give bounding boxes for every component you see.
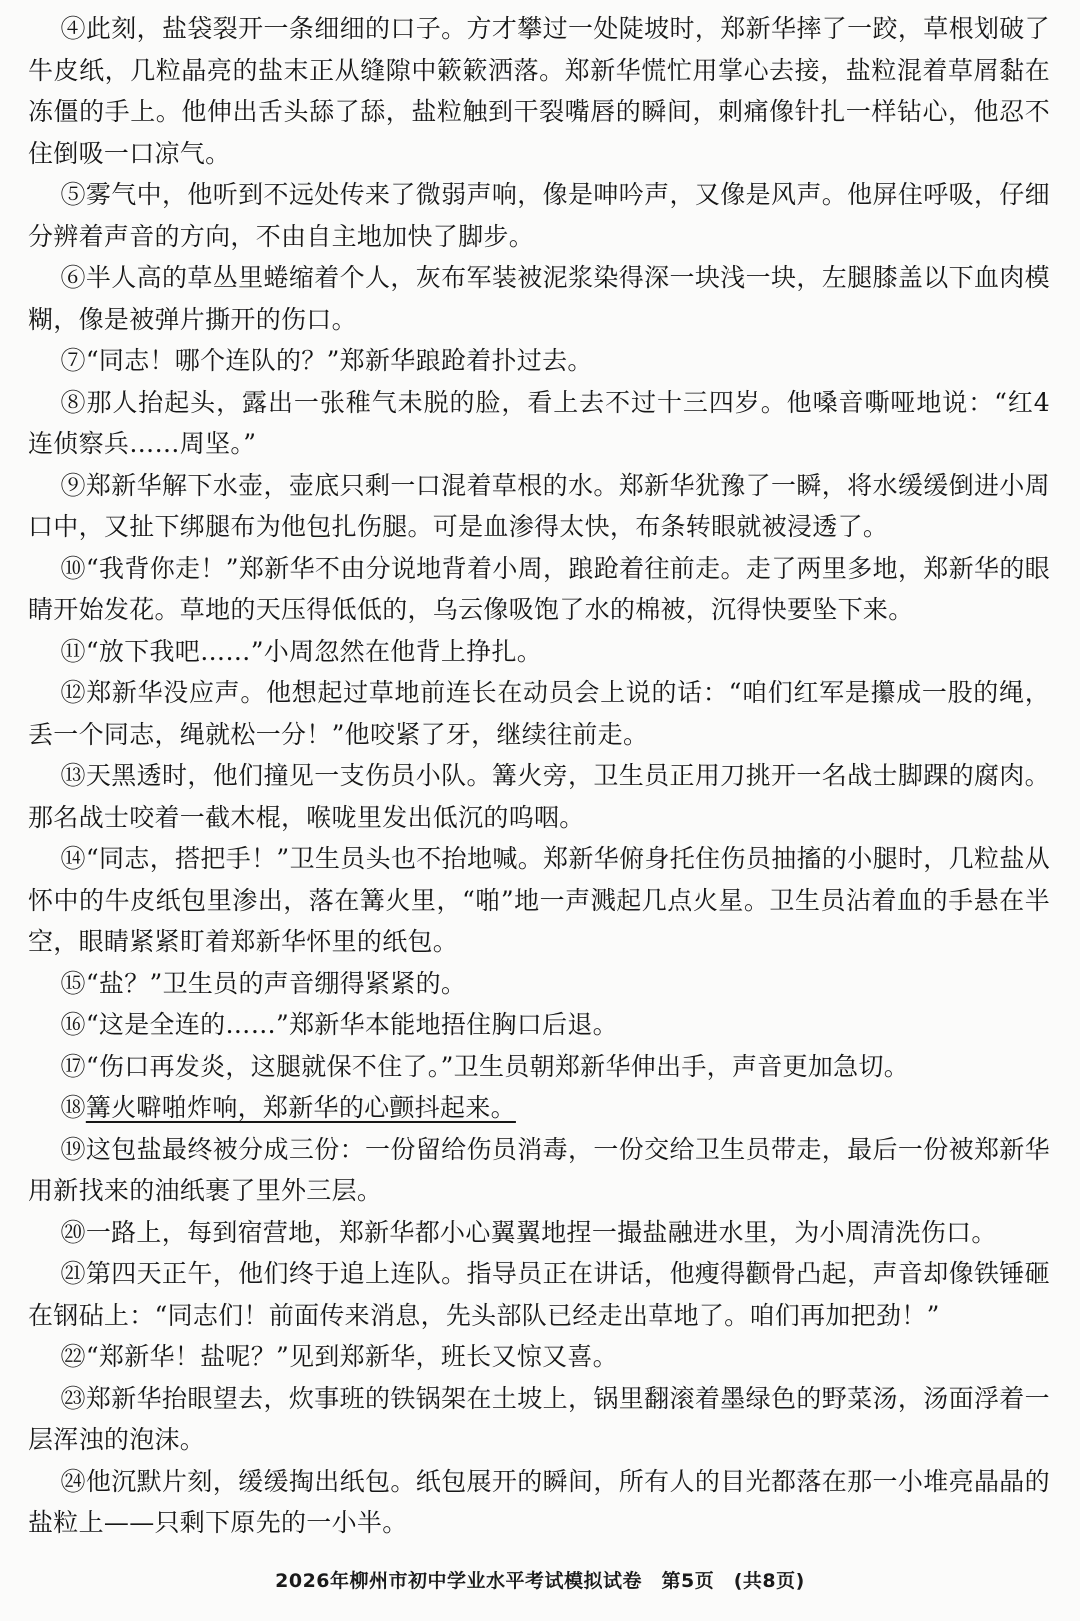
paragraph [28, 672, 1050, 755]
paragraph-text: 他沉默片刻，缓缓掏出纸包。纸包展开的瞬间，所有人的目光都落在那一小堆亮晶晶的盐粒上——只剩下原先的一小半。 [28, 1466, 1050, 1537]
paragraph-number: ⑰ [60, 1051, 86, 1081]
paragraph [28, 1461, 1050, 1544]
paragraph-number: ⑤ [60, 180, 86, 209]
paragraph [28, 548, 1050, 631]
paragraph-text: “同志！哪个连队的？”郑新华踉跄着扑过去。 [85, 346, 593, 375]
paragraph-number: ⑱ [60, 1093, 86, 1122]
paragraph [28, 1253, 1050, 1336]
paragraph-number: ⑮ [60, 968, 86, 998]
paragraph-number: ⑭ [60, 844, 86, 873]
paragraph [28, 755, 1050, 838]
paragraph-text: 郑新华解下水壶，壶底只剩一口混着草根的水。郑新华犹豫了一瞬，将水缓缓倒进小周口中，又扯下绑腿布为他包扎伤腿。可是血渗得太快，布条转眼就被浸透了。 [28, 470, 1050, 541]
paragraph-number: ㉑ [60, 1259, 86, 1288]
paragraph-number: ㉓ [60, 1383, 86, 1413]
paragraph-number: ⑬ [60, 761, 86, 790]
paragraph-number: ⑯ [60, 1010, 86, 1039]
paragraph [28, 382, 1050, 465]
page-footer: 2026年柳州市初中学业水平考试模拟试卷 第5页 (共8页) [275, 1570, 805, 1592]
paragraph-number: ⑩ [60, 553, 86, 583]
paragraph [28, 1004, 1050, 1046]
paragraph-number: ④ [60, 14, 86, 43]
paragraph-text: 郑新华没应声。他想起过草地前连长在动员会上说的话：“咱们红军是攥成一股的绳，丢一个同志，绳就松一分！”他咬紧了牙，继续往前走。 [28, 678, 1050, 749]
paragraph-number: ㉒ [60, 1342, 86, 1371]
paragraph-text: “同志，搭把手！”卫生员头也不抬地喊。郑新华俯身托住伤员抽搐的小腿时，几粒盐从怀中的牛皮纸包里渗出，落在篝火里，“啪”地一声溅起几点火星。卫生员沾着血的手悬在半空，眼睛紧紧盯着郑新华怀里的纸包。 [28, 844, 1050, 956]
paragraph [28, 838, 1050, 963]
paragraph-text: “我背你走！”郑新华不由分说地背着小周，踉跄着往前走。走了两里多地，郑新华的眼睛开始发花。草地的天压得低低的，乌云像吸饱了水的棉被，沉得快要坠下来。 [28, 553, 1050, 624]
paragraph-text: “放下我吧……”小周忽然在他背上挣扎。 [85, 636, 543, 666]
paragraph-number: ⑳ [60, 1217, 86, 1247]
paragraph [28, 1087, 1050, 1129]
paragraph-text: 篝火噼啪炸响，郑新华的心颤抖起来。 [85, 1093, 516, 1122]
paragraph-text: “郑新华！盐呢？”见到郑新华，班长又惊又喜。 [85, 1342, 618, 1371]
paragraph-text: 那人抬起头，露出一张稚气未脱的脸，看上去不过十三四岁。他嗓音嘶哑地说：“红4连侦察兵……周坚。” [28, 387, 1050, 458]
paragraph [28, 1046, 1050, 1088]
paragraph-text: 一路上，每到宿营地，郑新华都小心翼翼地捏一撮盐融进水里，为小周清洗伤口。 [85, 1217, 997, 1247]
paragraph-text: “这是全连的……”郑新华本能地捂住胸口后退。 [85, 1010, 618, 1039]
paragraph [28, 1129, 1050, 1212]
paragraph [28, 340, 1050, 382]
paragraph-text: “伤口再发炎，这腿就保不住了。”卫生员朝郑新华伸出手，声音更加急切。 [85, 1051, 910, 1081]
paragraph-text: 第四天正午，他们终于追上连队。指导员正在讲话，他瘦得颧骨凸起，声音却像铁锤砸在钢砧上：“同志们！前面传来消息，先头部队已经走出草地了。咱们再加把劲！” [28, 1259, 1050, 1330]
paragraph-number: ⑫ [60, 678, 87, 707]
paragraph-number: ⑪ [60, 636, 86, 666]
paragraph-text: 天黑透时，他们撞见一支伤员小队。篝火旁，卫生员正用刀挑开一名战士脚踝的腐肉。那名战士咬着一截木棍，喉咙里发出低沉的呜咽。 [28, 761, 1050, 832]
paragraph-text: “盐？”卫生员的声音绷得紧紧的。 [85, 968, 467, 998]
paragraph [28, 174, 1050, 257]
paragraph-text: 雾气中，他听到不远处传来了微弱声响，像是呻吟声，又像是风声。他屏住呼吸，仔细分辨着声音的方向，不由自主地加快了脚步。 [28, 180, 1050, 251]
paragraph [28, 465, 1050, 548]
paragraph-text: 这包盐最终被分成三份：一份留给伤员消毒，一份交给卫生员带走，最后一份被郑新华用新找来的油纸裹了里外三层。 [28, 1134, 1050, 1205]
paragraph-number: ⑥ [60, 263, 86, 292]
paragraph-number: ⑨ [60, 470, 86, 500]
paragraph-text: 郑新华抬眼望去，炊事班的铁锅架在土坡上，锅里翻滚着墨绿色的野菜汤，汤面浮着一层浑浊的泡沫。 [28, 1383, 1050, 1454]
paragraph [28, 1336, 1050, 1378]
paragraph-number: ⑲ [60, 1134, 86, 1164]
paragraph-number: ⑦ [60, 346, 86, 375]
paragraph [28, 8, 1050, 174]
paragraph-text: 此刻，盐袋裂开一条细细的口子。方才攀过一处陡坡时，郑新华摔了一跤，草根划破了牛皮纸，几粒晶亮的盐末正从缝隙中簌簌洒落。郑新华慌忙用掌心去接，盐粒混着草屑黏在冻僵的手上。他伸出舌头舔了舔，盐粒触到干裂嘴唇的瞬间，刺痛像针扎一样钻心，他忍不住倒吸一口凉气。 [28, 14, 1050, 168]
paragraph [28, 631, 1050, 673]
paragraph-text: 半人高的草丛里蜷缩着个人，灰布军装被泥浆染得深一块浅一块，左腿膝盖以下血肉模糊，像是被弹片撕开的伤口。 [28, 263, 1050, 334]
paragraph-number: ㉔ [60, 1466, 86, 1496]
paragraph [28, 1212, 1050, 1254]
paragraph-number: ⑧ [60, 387, 87, 417]
paragraph [28, 963, 1050, 1005]
paragraph [28, 1378, 1050, 1461]
article-body [28, 8, 1050, 1544]
paragraph [28, 257, 1050, 340]
